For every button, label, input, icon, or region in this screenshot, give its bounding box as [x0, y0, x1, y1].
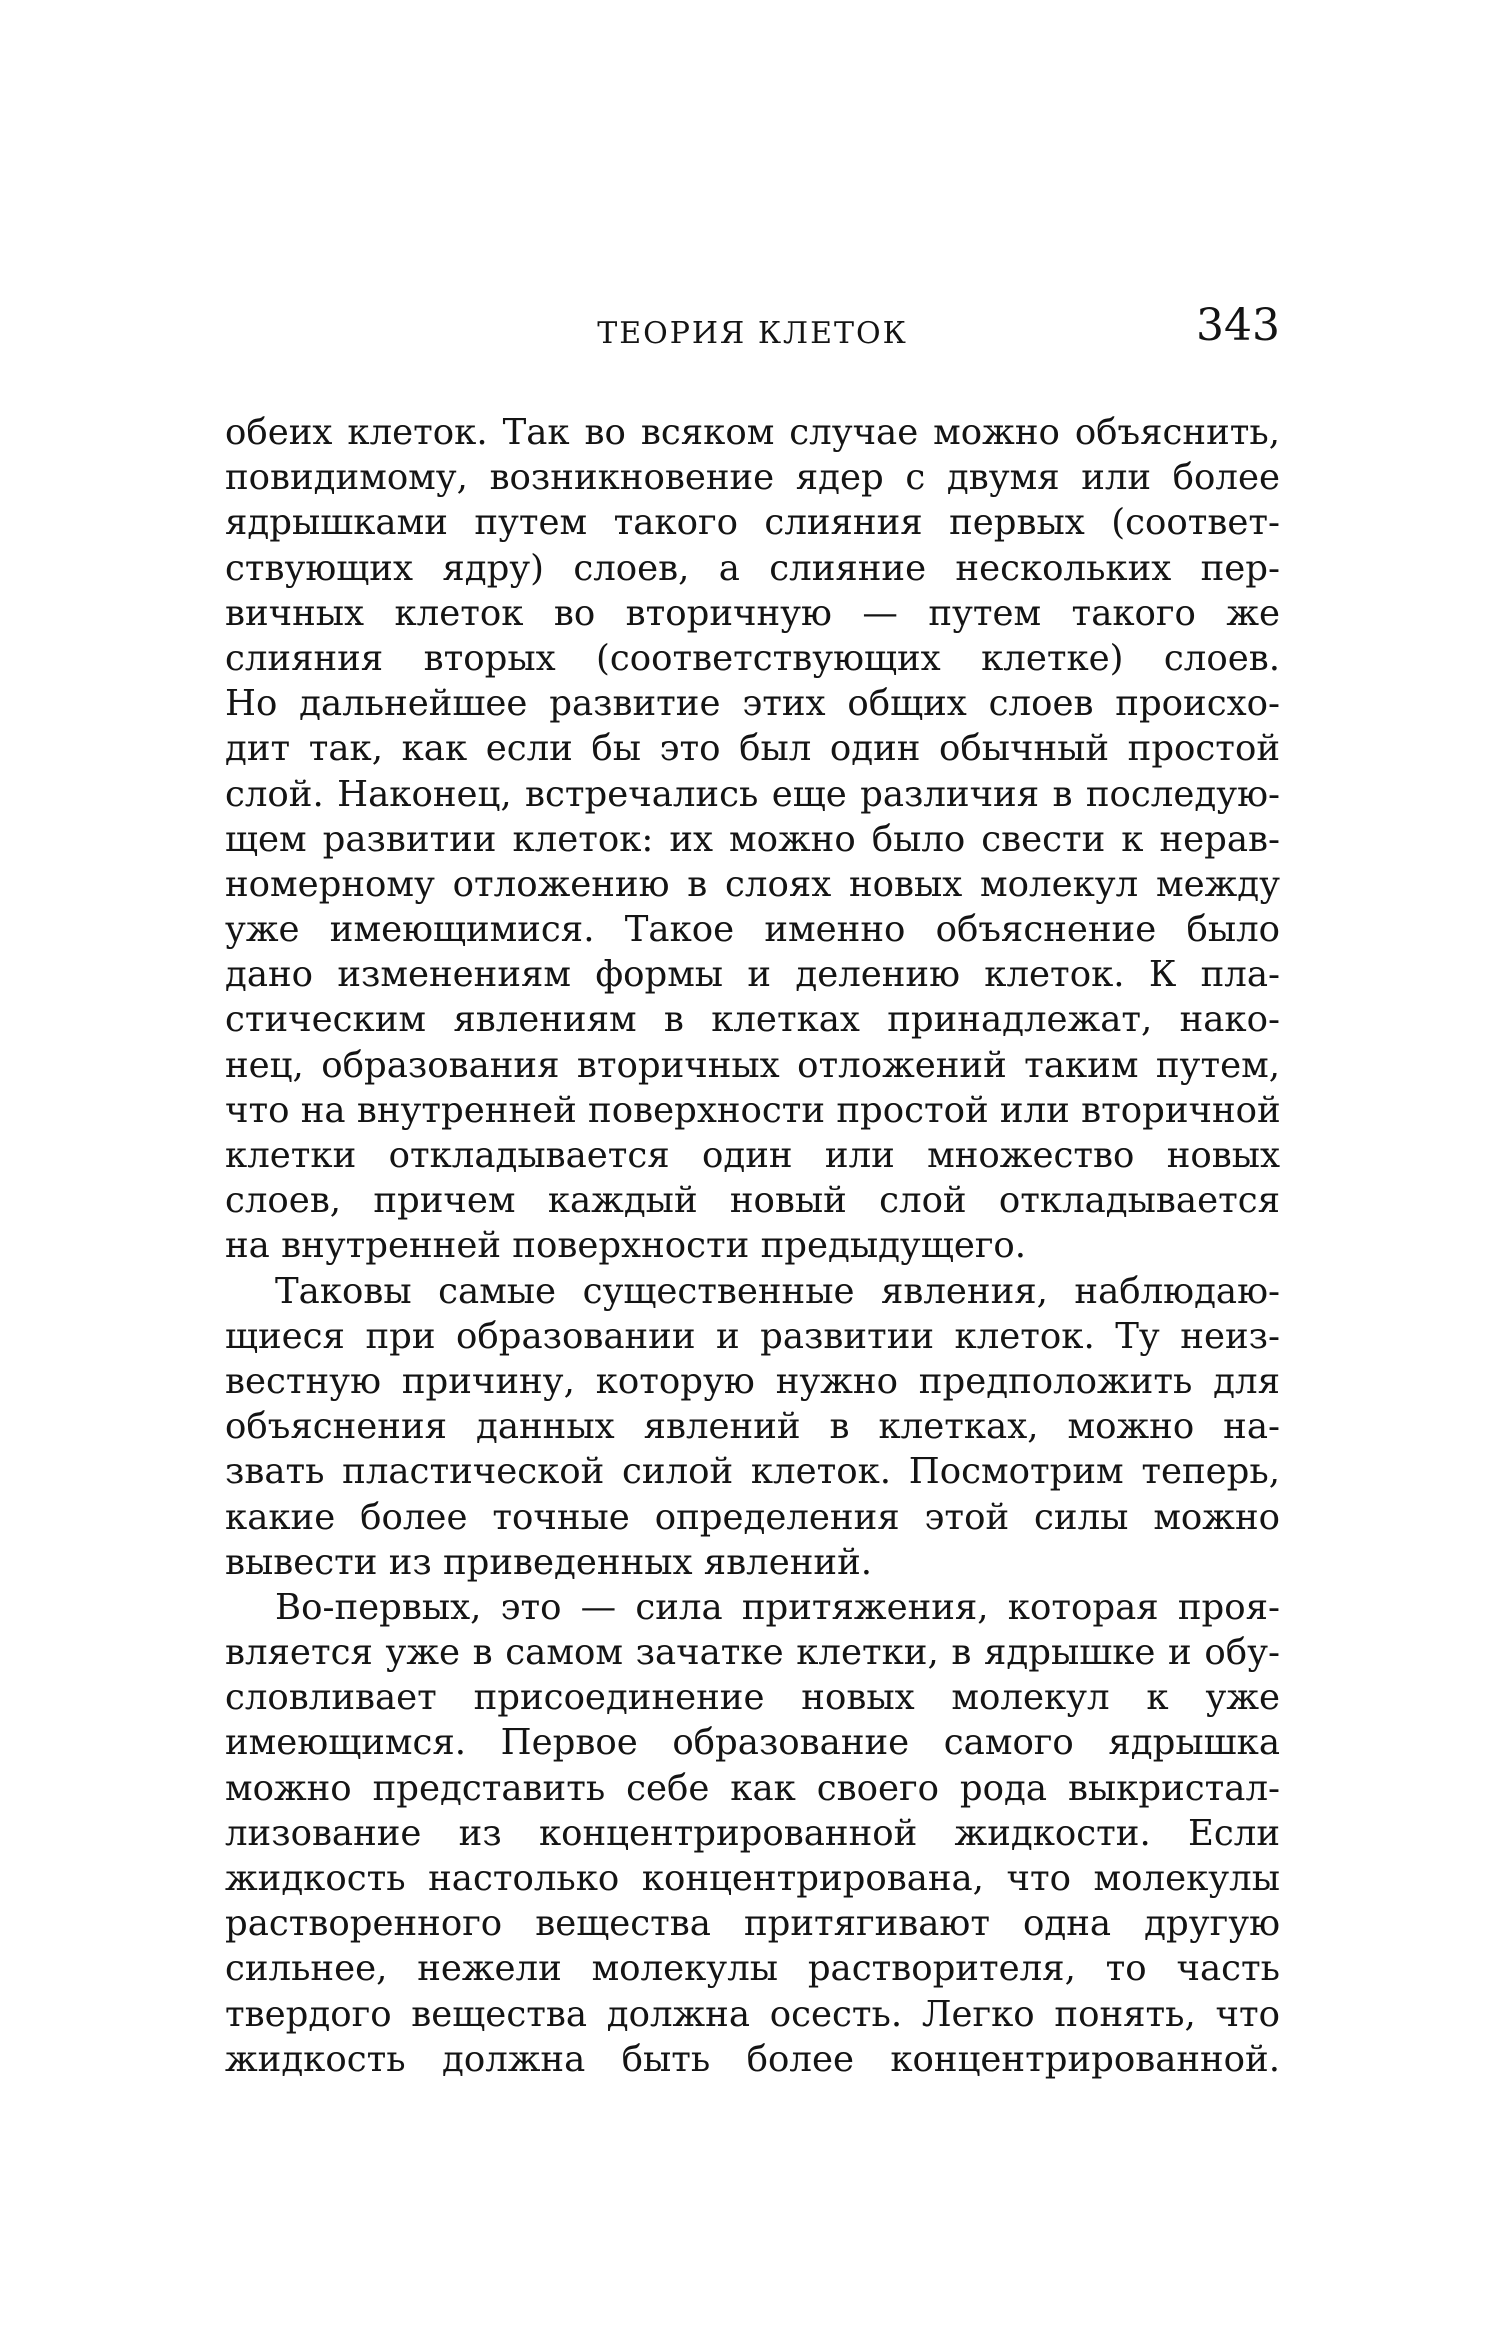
text-line: дано изменениям формы и делению клеток. К пла- — [225, 954, 1280, 996]
text-line: твердого вещества должна осесть. Легко понять, что — [225, 1993, 1280, 2035]
text-line: вичных клеток во вторичную — путем такого же — [225, 592, 1280, 634]
text-line: вляется уже в самом зачатке клетки, в ядрышке и обу- — [225, 1632, 1280, 1674]
text-line: номерному отложению в слоях новых молекул между — [225, 863, 1280, 905]
page-number: 343 — [1196, 300, 1280, 351]
text-line: обеих клеток. Так во всяком случае можно объяснить, — [225, 412, 1280, 453]
text-line: слой. Наконец, встречались еще различия в последую- — [225, 773, 1280, 815]
body-text — [225, 410, 1280, 2082]
running-title: ТЕОРИЯ КЛЕТОК — [597, 316, 908, 351]
text-line: Таковы самые существенные явления, наблюдаю- — [275, 1270, 1280, 1312]
text-line: Но дальнейшее развитие этих общих слоев происхо- — [225, 683, 1280, 725]
text-line: жидкость настолько концентрирована, что молекулы — [225, 1858, 1280, 1899]
text-line: звать пластической силой клеток. Посмотрим теперь, — [225, 1451, 1280, 1493]
text-line: слияния вторых (соответствующих клетке) слоев. — [225, 637, 1280, 679]
text-line: вывести из приведенных явлений. — [225, 1541, 873, 1583]
text-line: Во-первых, это — сила притяжения, которая проя- — [275, 1586, 1280, 1628]
text-line: объяснения данных явлений в клетках, можно на- — [225, 1406, 1280, 1448]
text-line: слоев, причем каждый новый слой откладывается — [225, 1180, 1280, 1222]
text-line: лизование из концентрированной жидкости. Если — [225, 1812, 1280, 1854]
text-line: на внутренней поверхности предыдущего. — [225, 1225, 1027, 1267]
text-line: дит так, как если бы это был один обычный простой — [225, 728, 1280, 770]
text-line: вестную причину, которую нужно предположить для — [225, 1360, 1280, 1402]
text-line: щем развитии клеток: их можно было свести к нерав- — [225, 818, 1280, 860]
text-line: ядрышками путем такого слияния первых (соответ- — [225, 502, 1280, 544]
text-line: растворенного вещества притягивают одна другую — [225, 1903, 1280, 1945]
text-line: повидимому, возникновение ядер с двумя или более — [225, 457, 1280, 499]
text-line: какие более точные определения этой силы можно — [225, 1496, 1280, 1538]
text-line: стическим явлениям в клетках принадлежат, нако- — [225, 999, 1280, 1041]
text-line: жидкость должна быть более концентрированной. — [225, 2038, 1280, 2080]
text-line: сильнее, нежели молекулы растворителя, то часть — [225, 1948, 1280, 1990]
running-head — [225, 300, 1280, 360]
text-line: нец, образования вторичных отложений таким путем, — [225, 1044, 1280, 1086]
text-line: можно представить себе как своего рода выкристал- — [225, 1767, 1280, 1809]
text-line: уже имеющимися. Такое именно объяснение было — [225, 909, 1280, 951]
text-line: что на внутренней поверхности простой или вторичной — [225, 1089, 1281, 1131]
text-line: клетки откладывается один или множество новых — [225, 1135, 1280, 1176]
text-line: ствующих ядру) слоев, а слияние нескольких пер- — [225, 547, 1280, 589]
text-line: щиеся при образовании и развитии клеток. Ту неиз- — [225, 1315, 1280, 1357]
text-line: словливает присоединение новых молекул к уже — [225, 1677, 1280, 1719]
text-line: имеющимся. Первое образование самого ядрышка — [225, 1722, 1280, 1764]
